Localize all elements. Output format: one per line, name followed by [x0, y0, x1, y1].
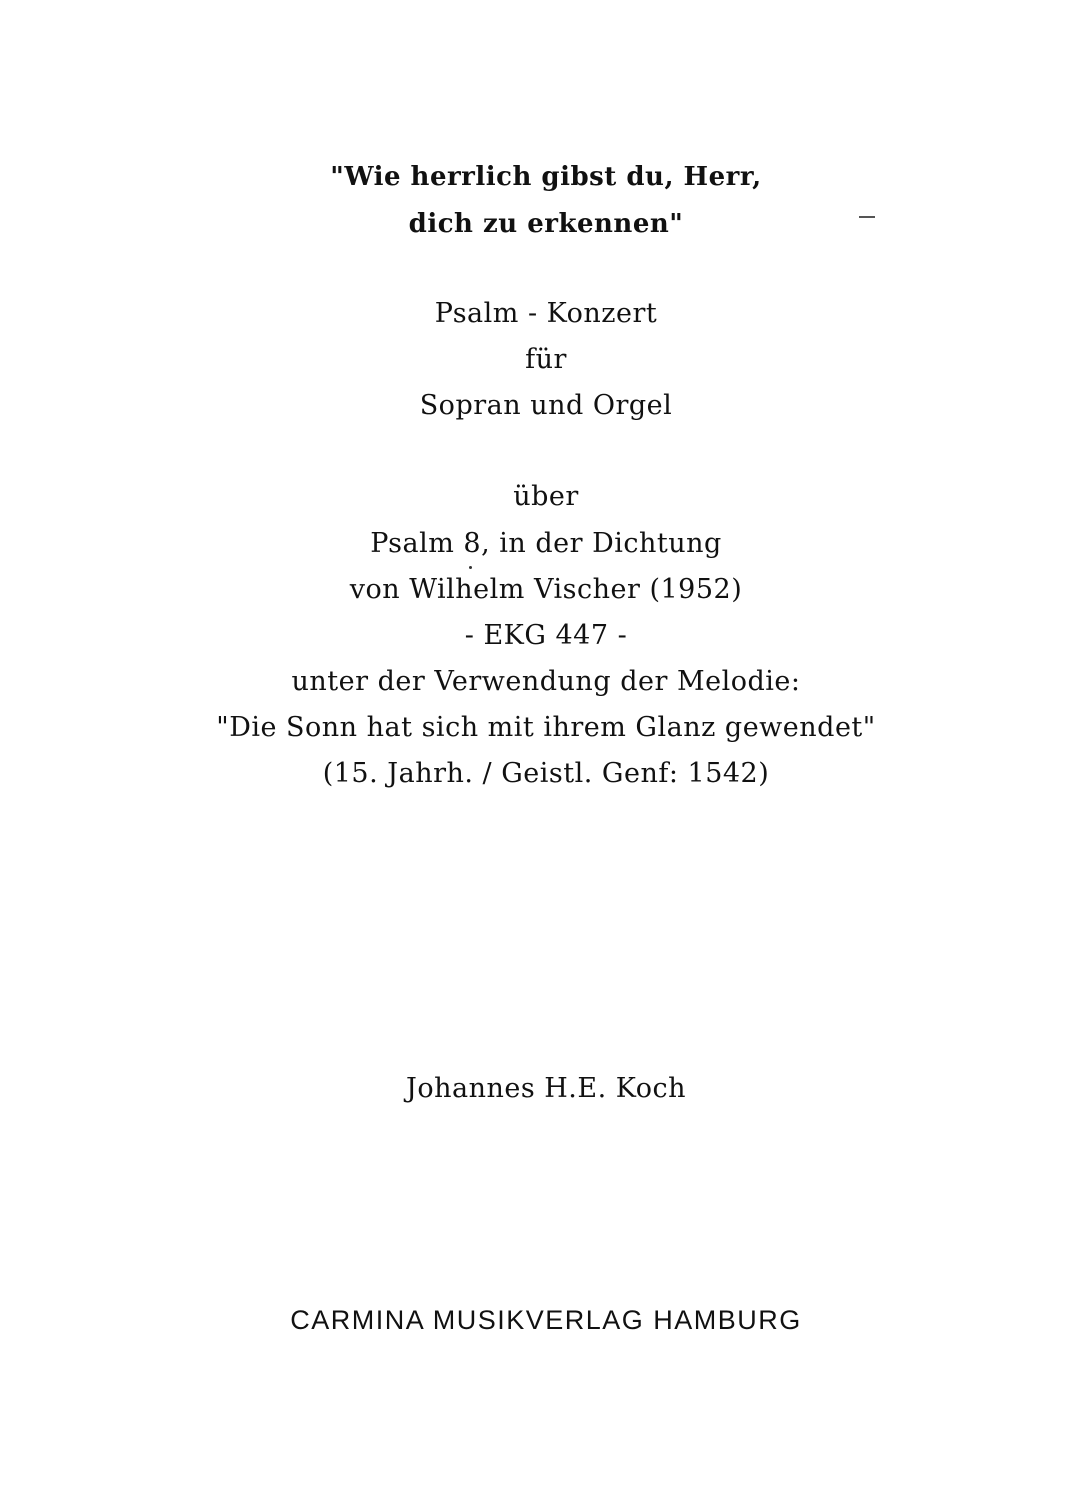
composer-name: Johannes H.E. Koch [406, 1073, 686, 1104]
about-line: über [513, 481, 579, 512]
melody-intro-line: unter der Verwendung der Melodie: [291, 666, 801, 697]
melody-title-line: "Die Sonn hat sich mit ihrem Glanz gewendet" [216, 712, 876, 743]
psalm-source-line: Psalm 8, in der Dichtung [370, 528, 722, 559]
scan-artifact-mark [859, 216, 875, 218]
publisher-name: CARMINA MUSIKVERLAG HAMBURG [290, 1305, 802, 1335]
work-title-line-1: "Wie herrlich gibst du, Herr, [330, 162, 762, 192]
work-title-line-2: dich zu erkennen" [408, 209, 684, 239]
scan-artifact-dot [469, 566, 472, 569]
scoring-line: Sopran und Orgel [419, 390, 673, 421]
melody-origin-line: (15. Jahrh. / Geistl. Genf: 1542) [322, 758, 770, 789]
poet-line: von Wilhelm Vischer (1952) [349, 574, 743, 605]
genre-line: Psalm - Konzert [434, 298, 658, 329]
hymnal-number-line: - EKG 447 - [464, 620, 628, 651]
for-line: für [525, 344, 567, 375]
